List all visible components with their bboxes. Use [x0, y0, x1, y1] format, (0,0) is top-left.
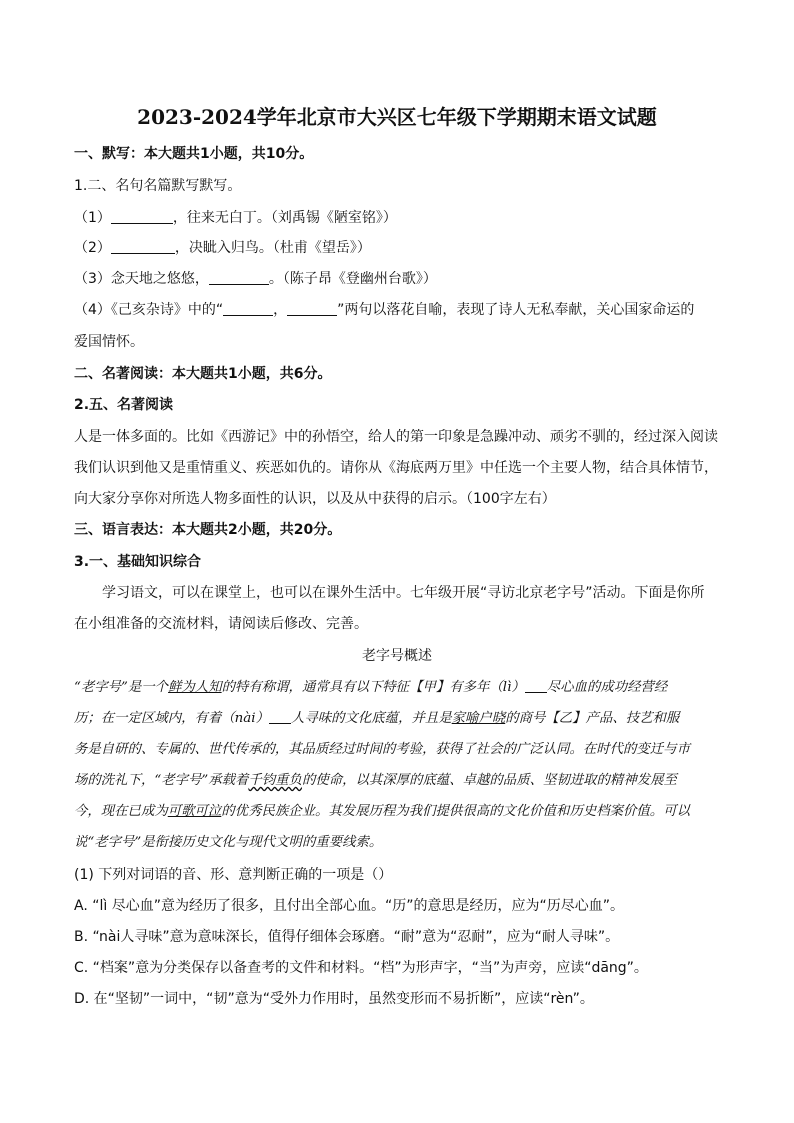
underlined-phrase: 家喻户晓 [451, 711, 506, 726]
option-c: C. “档案”意为分类保存以备查考的文件和材料。“档”为形声字，“当”为声旁，应读“dāng”。 [74, 960, 648, 976]
option-a: A. “lì 尽心血”意为经历了很多，且付出全部心血。“历”的意思是经历，应为“历尽心血”。 [74, 898, 624, 914]
fill-item-1: （1） ，往来无白丁。（刘禹锡《陋室铭》） [74, 210, 397, 226]
passage-line-5: 今，现在已成为可歌可泣的优秀民族企业。其发展历程为我们提供很高的文化价值和历史档案价值。可以 [74, 804, 690, 819]
fill-item-4: （4）《己亥杂诗》中的“ ， ”两句以落花自喻，表现了诗人无私奉献，关心国家命运的 [74, 302, 695, 318]
answer-blank[interactable] [269, 709, 291, 724]
answer-blank[interactable] [287, 301, 337, 316]
passage-line-1: “老字号”是一个鲜为人知的特有称谓，通常具有以下特征【甲】有多年（lì） 尽心血的成功经营经 [74, 680, 668, 695]
passage-line-4: 场的洗礼下，“老字号”承载着千钧重负的使命，以其深厚的底蕴、卓越的品质、坚韧进取的精神发展至 [74, 773, 677, 788]
option-b: B. “nài人寻味”意为意味深长，值得仔细体会琢磨。“耐”意为“忍耐”，应为“耐人寻味”。 [74, 929, 620, 945]
question-2-text-line: 人是一体多面的。比如《西游记》中的孙悟空，给人的第一印象是急躁冲动、顽劣不驯的，经过深入阅读 [74, 429, 718, 445]
fill-item-4-continued: 爱国情怀。 [74, 334, 144, 350]
intro-line: 学习语文，可以在课堂上，也可以在课外生活中。七年级开展“寻访北京老字号”活动。下面是你所 [102, 585, 705, 601]
underlined-phrase: 可歌可泣 [167, 804, 222, 819]
section-3-header: 三、语言表达：本大题共2小题，共20分。 [74, 522, 342, 538]
answer-blank[interactable] [209, 270, 269, 285]
question-2-title: 2.五、名著阅读 [74, 397, 174, 413]
answer-blank[interactable] [223, 301, 273, 316]
question-2-text-line: 向大家分享你对所选人物多面性的认识，以及从中获得的启示。（100字左右） [74, 491, 556, 507]
question-2-text-line: 我们认识到他又是重情重义、疾恶如仇的。请你从《海底两万里》中任选一个主要人物，结合具体情节， [74, 460, 718, 476]
page-title: 2023-2024学年北京市大兴区七年级下学期期末语文试题 [137, 105, 657, 129]
passage-line-2: 历；在一定区域内，有着（nài） 人寻味的文化底蕴，并且是家喻户晓的商号【乙】产品、技艺和服 [74, 711, 680, 726]
intro-line: 在小组准备的交流材料，请阅读后修改、完善。 [74, 616, 368, 632]
answer-blank[interactable] [111, 209, 173, 224]
passage-line-6: 说“老字号”是衔接历史文化与现代文明的重要线索。 [74, 835, 383, 850]
answer-blank[interactable] [525, 678, 547, 693]
underlined-phrase: 千钧重负 [248, 773, 302, 788]
fill-item-3: （3）念天地之悠悠， 。（陈子昂《登幽州台歌》） [74, 271, 437, 287]
question-1-title: 1.二、名句名篇默写默写。 [74, 178, 242, 194]
section-1-header: 一、默写：本大题共1小题，共10分。 [74, 146, 314, 162]
fill-item-2: （2） ，决眦入归鸟。（杜甫《望岳》） [74, 240, 371, 256]
sub-question-prompt: (1) 下列对词语的音、形、意判断正确的一项是（） [74, 867, 393, 883]
answer-blank[interactable] [111, 239, 175, 254]
question-3-title: 3.一、基础知识综合 [74, 554, 202, 570]
underlined-phrase: 鲜为人知 [168, 680, 222, 695]
passage-line-3: 务是自研的、专属的、世代传承的，其品质经过时间的考验，获得了社会的广泛认同。在时代的变迁与市 [74, 742, 690, 757]
section-2-header: 二、名著阅读：本大题共1小题，共6分。 [74, 366, 332, 382]
passage-title: 老字号概述 [362, 648, 432, 664]
option-d: D. 在“坚韧”一词中，“韧”意为“受外力作用时，虽然变形而不易折断”，应读“rèn”。 [74, 991, 594, 1007]
